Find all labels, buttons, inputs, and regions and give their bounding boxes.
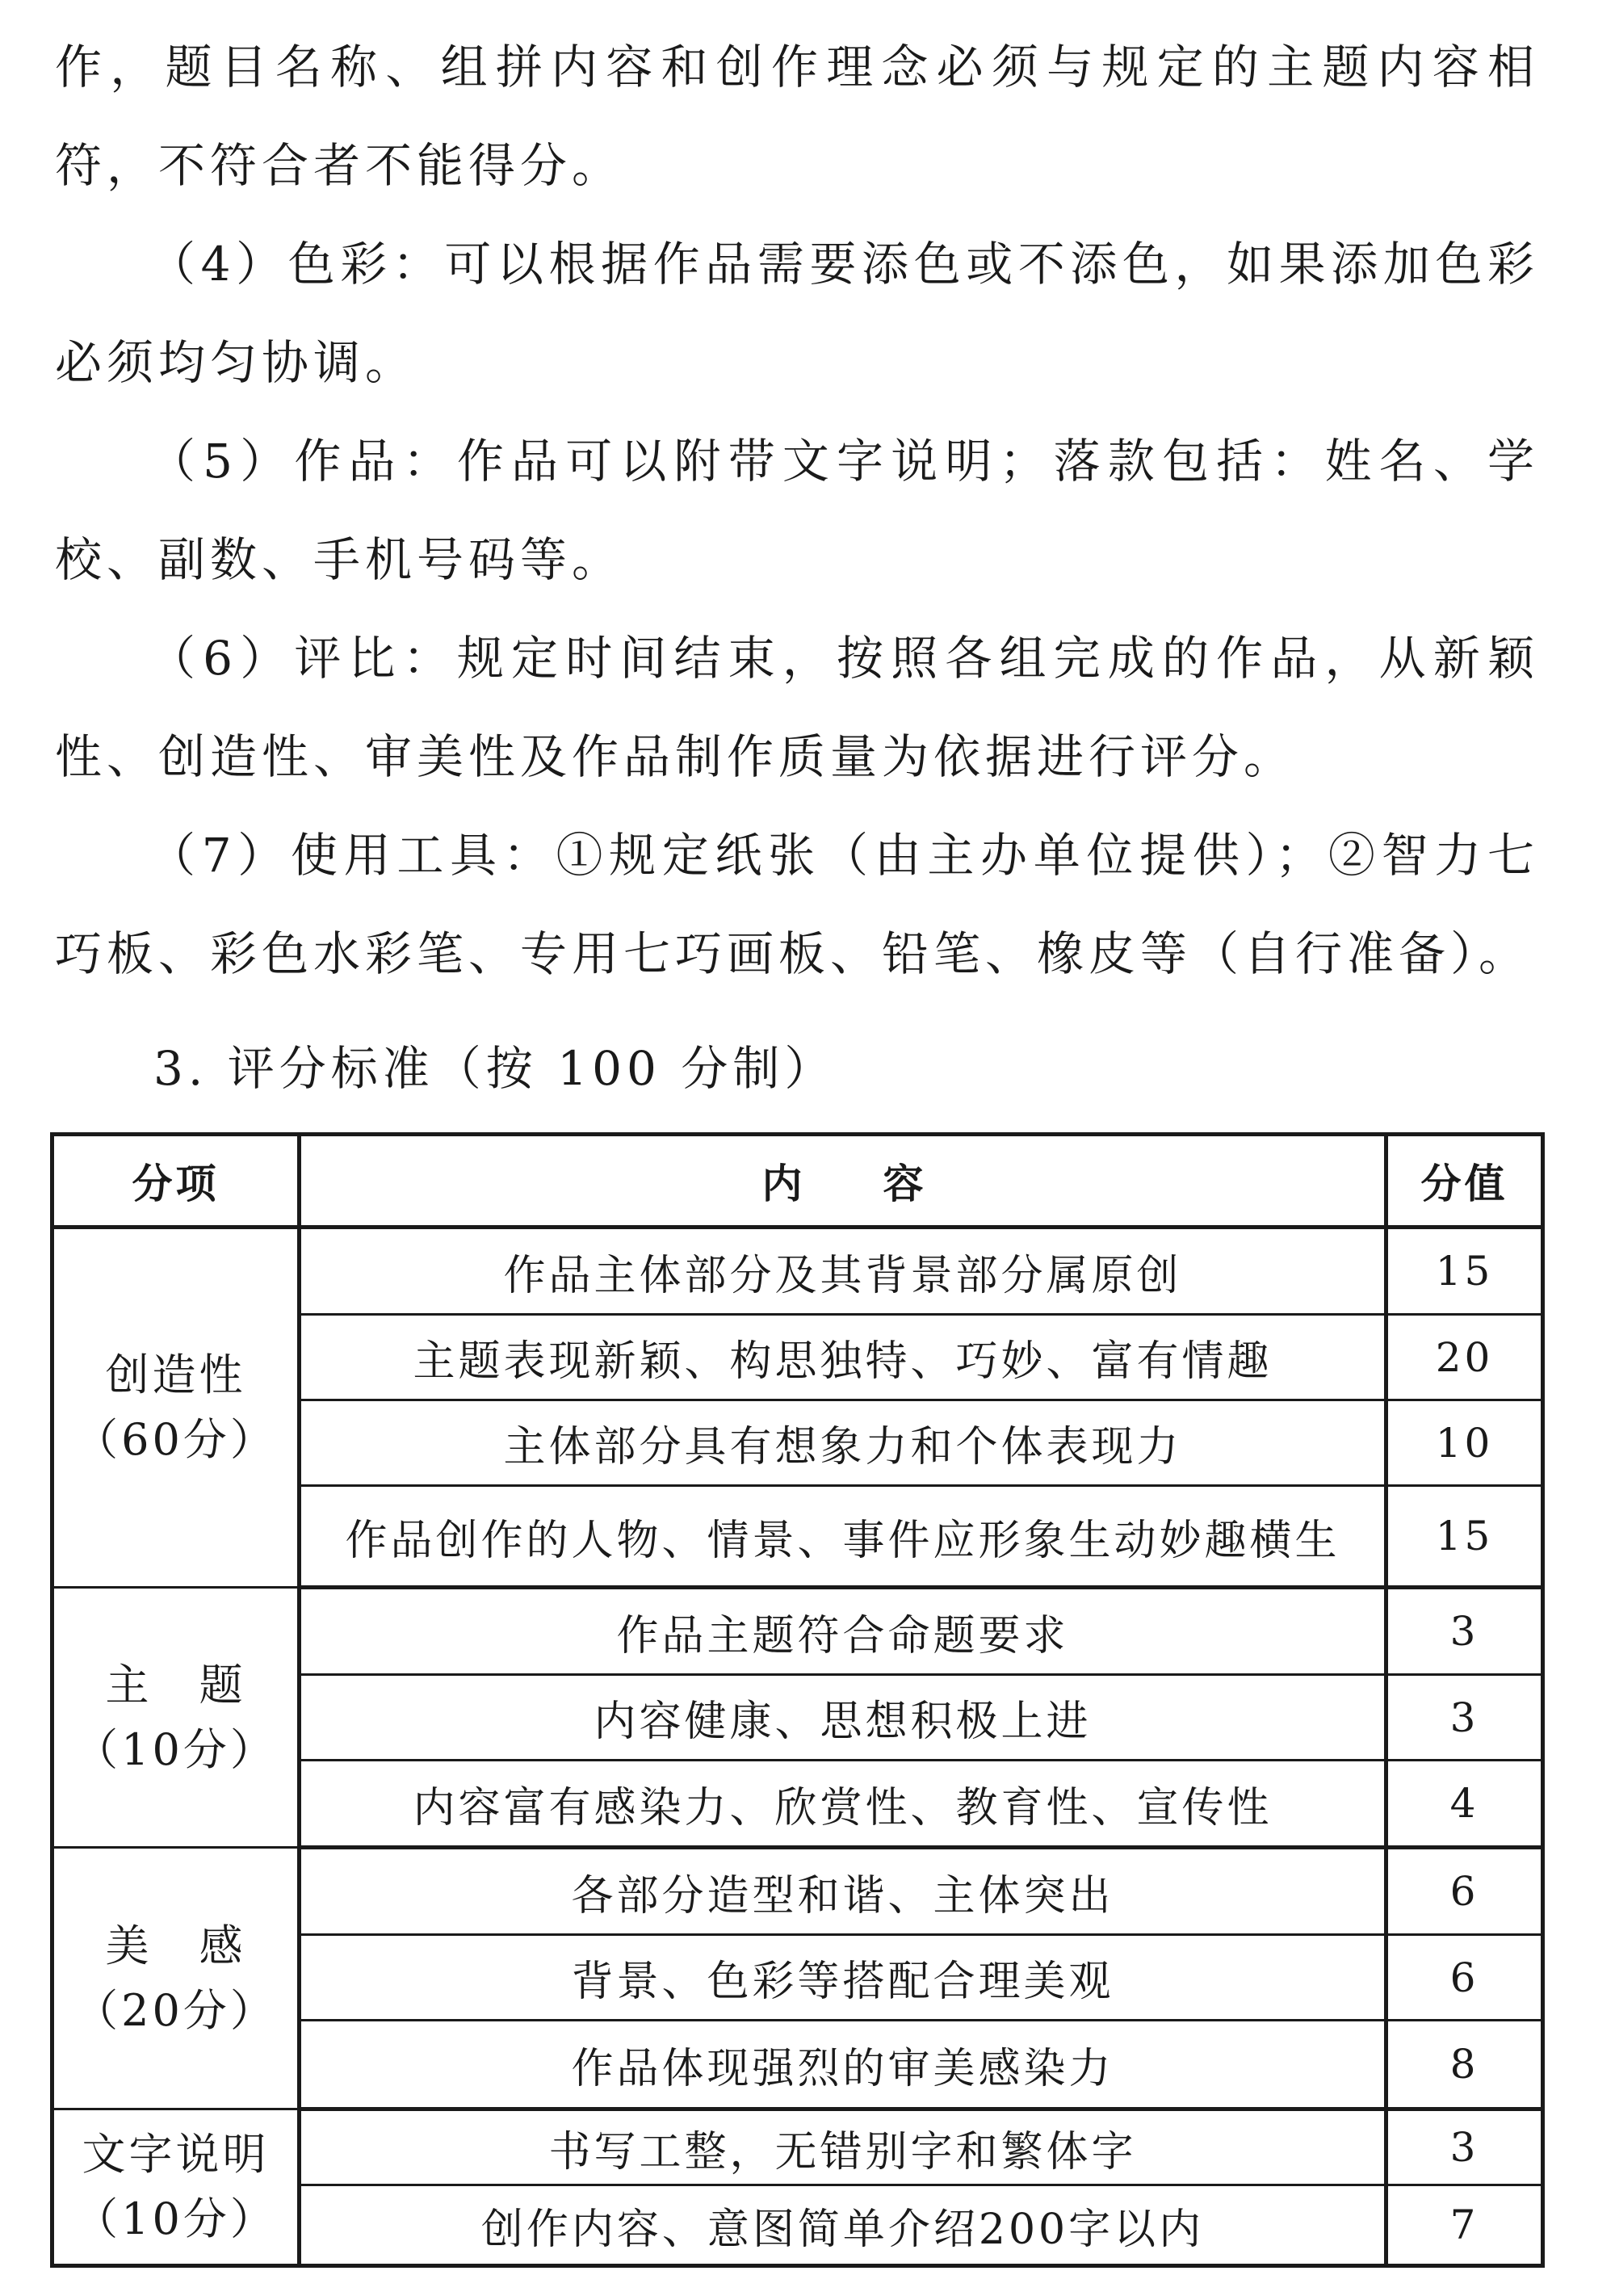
value-cell: 10 — [1386, 1400, 1543, 1486]
header-category: 分项 — [52, 1135, 300, 1228]
paragraph-theme-requirement: 作，题目名称、组拼内容和创作理念必须与规定的主题内容相符，不符合者不能得分。 — [55, 40, 1539, 193]
content-cell: 各部分造型和谐、主体突出 — [300, 1848, 1386, 1935]
value-cell: 20 — [1386, 1315, 1543, 1400]
table-row — [52, 1848, 1543, 1935]
category-cell-text-description — [52, 2109, 300, 2266]
category-points: （10分） — [74, 1723, 277, 1775]
category-name: 主 题 — [105, 1659, 246, 1710]
value-cell: 3 — [1386, 1588, 1543, 1675]
header-content: 内 容 — [300, 1135, 1386, 1228]
table-row — [52, 2109, 1543, 2185]
scoring-table — [50, 1132, 1545, 2268]
category-name: 美 感 — [105, 1920, 246, 1971]
category-points: （20分） — [74, 1984, 277, 2036]
value-cell: 3 — [1386, 1675, 1543, 1761]
content-cell: 背景、色彩等搭配合理美观 — [300, 1935, 1386, 2021]
table-header-row — [52, 1135, 1543, 1228]
content-cell: 书写工整，无错别字和繁体字 — [300, 2109, 1386, 2185]
content-cell: 创作内容、意图简单介绍200字以内 — [300, 2185, 1386, 2266]
value-cell: 6 — [1386, 1935, 1543, 2021]
paragraph-judging: （6）评比：规定时间结束，按照各组完成的作品，从新颖性、创造性、审美性及作品制作质量为依据进行评分。 — [55, 631, 1539, 784]
content-cell: 内容健康、思想积极上进 — [300, 1675, 1386, 1761]
category-cell-aesthetics — [52, 1848, 300, 2109]
value-cell: 6 — [1386, 1848, 1543, 1935]
content-cell: 作品体现强烈的审美感染力 — [300, 2021, 1386, 2109]
paragraph-tools: （7）使用工具：①规定纸张（由主办单位提供）；②智力七巧板、彩色水彩笔、专用七巧画板、铅笔、橡皮等（自行准备）。 — [55, 828, 1539, 981]
paragraph-color: （4）色彩：可以根据作品需要添色或不添色，如果添加色彩必须均匀协调。 — [55, 237, 1539, 390]
paragraph-works: （5）作品：作品可以附带文字说明；落款包括：姓名、学校、副数、手机号码等。 — [55, 434, 1539, 587]
category-points: （10分） — [74, 2193, 277, 2244]
value-cell: 4 — [1386, 1761, 1543, 1848]
value-cell: 8 — [1386, 2021, 1543, 2109]
content-cell: 主题表现新颖、构思独特、巧妙、富有情趣 — [300, 1315, 1386, 1400]
header-value: 分值 — [1386, 1135, 1543, 1228]
content-cell: 作品主题符合命题要求 — [300, 1588, 1386, 1675]
content-cell: 作品主体部分及其背景部分属原创 — [300, 1228, 1386, 1315]
value-cell: 7 — [1386, 2185, 1543, 2266]
table-row — [52, 1588, 1543, 1675]
category-name: 创造性 — [105, 1349, 246, 1400]
category-cell-theme — [52, 1588, 300, 1848]
value-cell: 3 — [1386, 2109, 1543, 2185]
value-cell: 15 — [1386, 1486, 1543, 1588]
category-points: （60分） — [74, 1414, 277, 1465]
content-cell: 内容富有感染力、欣赏性、教育性、宣传性 — [300, 1761, 1386, 1848]
table-row — [52, 1228, 1543, 1315]
category-cell-creativity — [52, 1228, 300, 1588]
content-cell: 作品创作的人物、情景、事件应形象生动妙趣横生 — [300, 1486, 1386, 1588]
scoring-heading: 3. 评分标准（按 100 分制） — [153, 1041, 837, 1096]
value-cell: 15 — [1386, 1228, 1543, 1315]
content-cell: 主体部分具有想象力和个体表现力 — [300, 1400, 1386, 1486]
category-name: 文字说明 — [82, 2129, 270, 2180]
